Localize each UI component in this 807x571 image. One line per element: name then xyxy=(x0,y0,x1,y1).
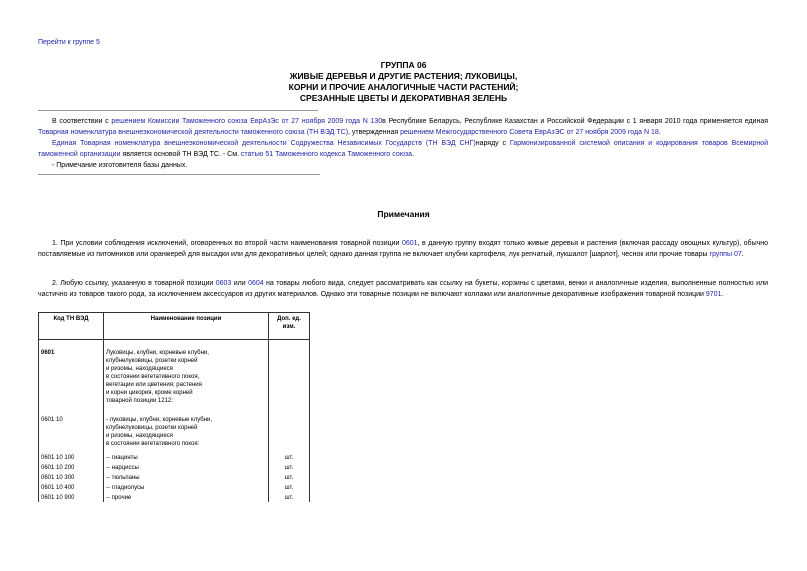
database-note: - Примечание изготовителя базы данных. xyxy=(52,162,188,169)
note-1 xyxy=(38,238,768,260)
position-9701-link[interactable]: 9701 xyxy=(705,291,722,298)
row-code: 0601 10 900 xyxy=(39,494,104,502)
table-row xyxy=(39,474,310,484)
table-row xyxy=(39,416,310,454)
tn-ved-ts-link[interactable]: Товарная номенклатура внешнеэкономической деятельности таможенного союза (ТН ВЭД ТС) xyxy=(38,129,349,136)
intro-p1-text-b: в Республике Беларусь, Республике Казахстан и Российской Федерации с 1 января 2010 года применяется единая xyxy=(382,118,768,125)
group-title-line-2: КОРНИ И ПРОЧИЕ АНАЛОГИЧНЫЕ ЧАСТИ РАСТЕНИЙ; xyxy=(288,82,519,92)
row-code: 0601 xyxy=(39,340,104,417)
row-name: -- гиацинты xyxy=(104,454,269,464)
intro-paragraph-1 xyxy=(38,116,768,138)
commission-decision-link[interactable]: решением Комиссии Таможенного союза ЕврАзЭс от 27 ноября 2009 года N 130 xyxy=(111,118,383,125)
back-to-group-5-link[interactable]: Перейти к группе 5 xyxy=(38,39,100,46)
note-2-text-a: 2. Любую ссылку, указанную в товарной позиции xyxy=(52,280,216,287)
group-number: ГРУППА 06 xyxy=(380,60,427,70)
group-title-line-3: СРЕЗАННЫЕ ЦВЕТЫ И ДЕКОРАТИВНАЯ ЗЕЛЕНЬ xyxy=(299,93,508,103)
note-2-text-d: . xyxy=(721,291,724,298)
row-code: 0601 10 300 xyxy=(39,474,104,484)
position-0604-link[interactable]: 0604 xyxy=(248,280,264,287)
table-row xyxy=(39,464,310,474)
table-row xyxy=(39,484,310,494)
row-unit: шт. xyxy=(269,454,310,464)
row-name: -- гладиолусы xyxy=(104,484,269,494)
row-unit xyxy=(269,340,310,417)
harmonized-system-link[interactable]: Гармонизированной системой описания и кодирования товаров Всемирной таможенной организации xyxy=(38,140,768,158)
row-name: -- нарциссы xyxy=(104,464,269,474)
position-0603-link[interactable]: 0603 xyxy=(215,280,232,287)
row-unit: шт. xyxy=(269,474,310,484)
row-code: 0601 10 200 xyxy=(39,464,104,474)
note-1-text-b: , в данную группу входят только живые деревья и растения (включая рассаду овощных культур), обычно поставляемые из питомников или оранжерей для высадки или для декоративных целей; однако данная группа не включает клубни картофеля, лук репчатый, лукшалот [шарлот], чеснок или прочие товары xyxy=(38,240,769,258)
row-name: Луковицы, клубни, корневые клубни, клубнелуковицы, розетки корней и ризомы, находящиеся в состоянии вегетативного покоя, вегетации или цветения; растения и корни цикория, кроме корней товарной позиции 1212: xyxy=(104,340,269,417)
row-code: 0601 10 xyxy=(39,416,104,454)
row-code: 0601 10 100 xyxy=(39,454,104,464)
interstate-council-decision-link[interactable]: решением Межгосударственного Совета ЕврАзЭС от 27 ноября 2009 года N 18 xyxy=(400,129,659,136)
row-unit: шт. xyxy=(269,484,310,494)
intro-p1-text-c: , утвержденная xyxy=(348,129,401,136)
note-1-text-a: 1. При условии соблюдения исключений, оговоренных во второй части наименования товарной позиции xyxy=(52,240,402,247)
intro-p1-text-a: В соответствии с xyxy=(52,118,112,125)
row-name: -- тюльпаны xyxy=(104,474,269,484)
intro-p2-text-b: является основой ТН ВЭД ТС. - См. xyxy=(120,151,241,158)
intro-p1-text-d: . xyxy=(658,129,661,136)
table-row xyxy=(39,494,310,502)
table-header-row xyxy=(39,313,310,340)
row-unit xyxy=(269,416,310,454)
header-name: Наименование позиции xyxy=(104,313,269,340)
intro-divider xyxy=(38,174,320,175)
customs-code-article-51-link[interactable]: статью 51 Таможенного кодекса Таможенного союза xyxy=(240,151,413,158)
row-unit: шт. xyxy=(269,464,310,474)
header-code: Код ТН ВЭД xyxy=(39,313,104,340)
table-row xyxy=(39,454,310,464)
group-title-line-1: ЖИВЫЕ ДЕРЕВЬЯ И ДРУГИЕ РАСТЕНИЯ; ЛУКОВИЦЫ, xyxy=(289,71,518,81)
row-name: -- прочие xyxy=(104,494,269,502)
row-code: 0601 10 400 xyxy=(39,484,104,494)
note-2-text-c: на товары любого вида, следует рассматривать как ссылку на букеты, корзины с цветами, венки и аналогичные изделия, выполненные полностью или частично из товаров такого рода, за исключением аксессуаров из других материалов. Однако эти товарные позиции не включают коллажи или аналогичные декоративные изображения товарной позиции xyxy=(38,280,769,298)
intro-p2-text-a: наряду с xyxy=(475,140,510,147)
position-0601-link[interactable]: 0601 xyxy=(401,240,418,247)
note-2-text-b: или xyxy=(231,280,249,287)
tariff-table xyxy=(38,312,310,502)
header-divider xyxy=(38,110,318,111)
intro-p2-text-c: . xyxy=(412,151,415,158)
note-2 xyxy=(38,278,768,300)
row-name: - луковицы, клубни, корневые клубни, клубнелуковицы, розетки корней и ризомы, находящиеся в состоянии вегетативного покоя: xyxy=(104,416,269,454)
group-07-link[interactable]: группы 07 xyxy=(709,251,742,258)
note-1-text-c: . xyxy=(741,251,744,258)
header-unit: Доп. ед. изм. xyxy=(269,313,310,340)
row-unit: шт. xyxy=(269,494,310,502)
intro-paragraph-2 xyxy=(38,138,768,160)
notes-heading: Примечания xyxy=(377,209,430,219)
table-row xyxy=(39,340,310,417)
tn-ved-sng-link[interactable]: Единая Товарная номенклатура внешнеэкономической деятельности Содружества Независимых Государств (ТН ВЭД СНГ) xyxy=(52,140,476,147)
